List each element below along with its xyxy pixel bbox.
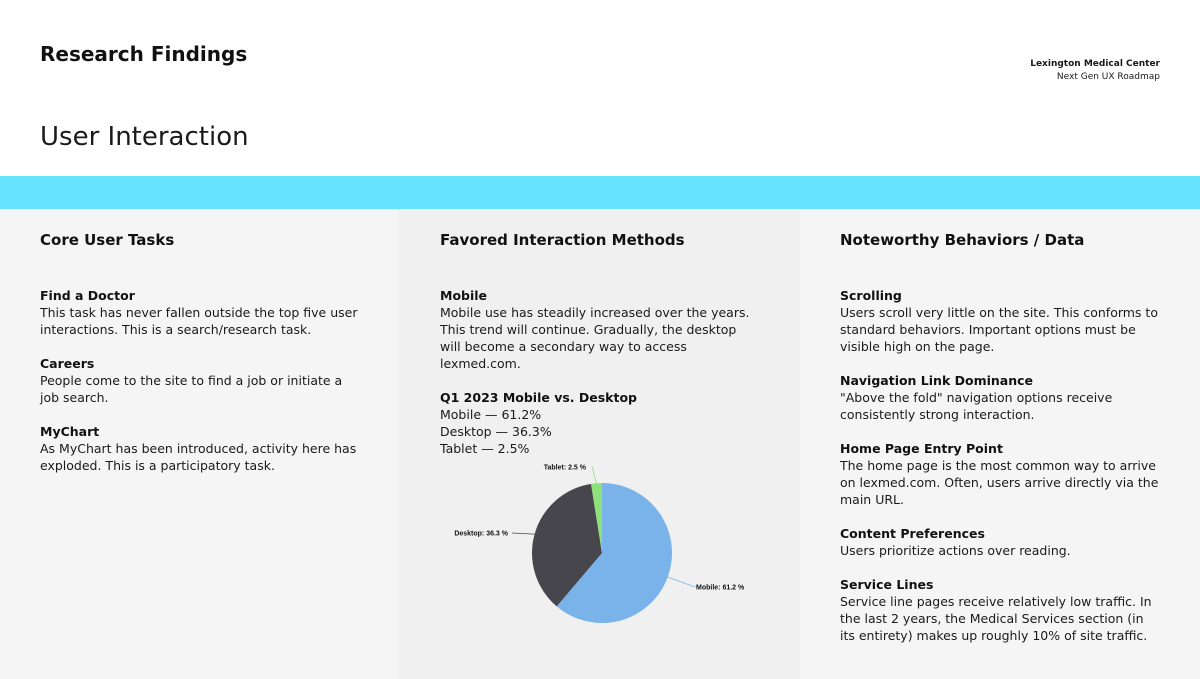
finding-title: Navigation Link Dominance — [840, 373, 1034, 388]
pie-label-mobile: Mobile: 61.2 % — [696, 584, 745, 592]
device-pie-chart — [440, 445, 780, 625]
finding-body: The home page is the most common way to arrive on lexmed.com. Often, users arrive directly via the main URL. — [840, 458, 1159, 507]
finding-title: Find a Doctor — [40, 288, 135, 303]
finding-item — [40, 423, 358, 474]
page-title: Research Findings — [40, 42, 248, 66]
finding-item — [840, 576, 1160, 644]
finding-item — [40, 355, 358, 406]
header — [0, 0, 1200, 176]
pie-leader-line — [592, 467, 597, 483]
stat-tablet: Tablet — 2.5% — [440, 441, 530, 456]
finding-body: Users prioritize actions over reading. — [840, 543, 1071, 558]
finding-body: Mobile use has steadily increased over the years. This trend will continue. Gradually, the desktop will become a secondary way to access lexmed.com. — [440, 305, 750, 371]
finding-body: As MyChart has been introduced, activity here has exploded. This is a participatory task. — [40, 441, 357, 473]
org-name: Lexington Medical Center — [1030, 59, 1160, 69]
finding-title: Mobile — [440, 288, 488, 303]
stats-title: Q1 2023 Mobile vs. Desktop — [440, 390, 637, 405]
column-interaction-methods — [398, 209, 800, 679]
finding-title: MyChart — [40, 424, 100, 439]
finding-item — [840, 372, 1160, 423]
pie-leader-line — [512, 533, 535, 534]
finding-title: Home Page Entry Point — [840, 441, 1003, 456]
stat-desktop: Desktop — 36.3% — [440, 424, 552, 439]
finding-title: Scrolling — [840, 288, 902, 303]
finding-title: Service Lines — [840, 577, 934, 592]
finding-body: People come to the site to find a job or initiate a job search. — [40, 373, 343, 405]
column-core-user-tasks — [0, 209, 398, 679]
pie-svg — [440, 445, 780, 625]
finding-item — [840, 287, 1160, 355]
section-title: User Interaction — [40, 122, 249, 152]
finding-item — [40, 287, 358, 338]
pie-leader-line — [668, 577, 695, 587]
pie-label-tablet: Tablet: 2.5 % — [543, 464, 586, 472]
column-title: Noteworthy Behaviors / Data — [840, 231, 1085, 249]
finding-title: Careers — [40, 356, 95, 371]
finding-title: Content Preferences — [840, 526, 985, 541]
finding-item — [840, 440, 1160, 508]
finding-item — [440, 287, 760, 372]
column-title: Favored Interaction Methods — [440, 231, 685, 249]
column-noteworthy-behaviors — [800, 209, 1200, 679]
finding-body: Service line pages receive relatively low traffic. In the last 2 years, the Medical Services section (in its entirety) makes up roughly 10% of site traffic. — [840, 594, 1152, 643]
stat-mobile: Mobile — 61.2% — [440, 407, 542, 422]
finding-body: Users scroll very little on the site. This conforms to standard behaviors. Important options must be visible high on the page. — [840, 305, 1158, 354]
finding-body: "Above the fold" navigation options receive consistently strong interaction. — [840, 390, 1113, 422]
column-title: Core User Tasks — [40, 231, 175, 249]
finding-body: This task has never fallen outside the top five user interactions. This is a search/research task. — [40, 305, 358, 337]
pie-label-desktop: Desktop: 36.3 % — [454, 530, 508, 538]
finding-item — [840, 525, 1160, 559]
org-block — [1030, 58, 1160, 84]
accent-bar — [0, 176, 1200, 209]
org-subtitle: Next Gen UX Roadmap — [1056, 72, 1160, 82]
